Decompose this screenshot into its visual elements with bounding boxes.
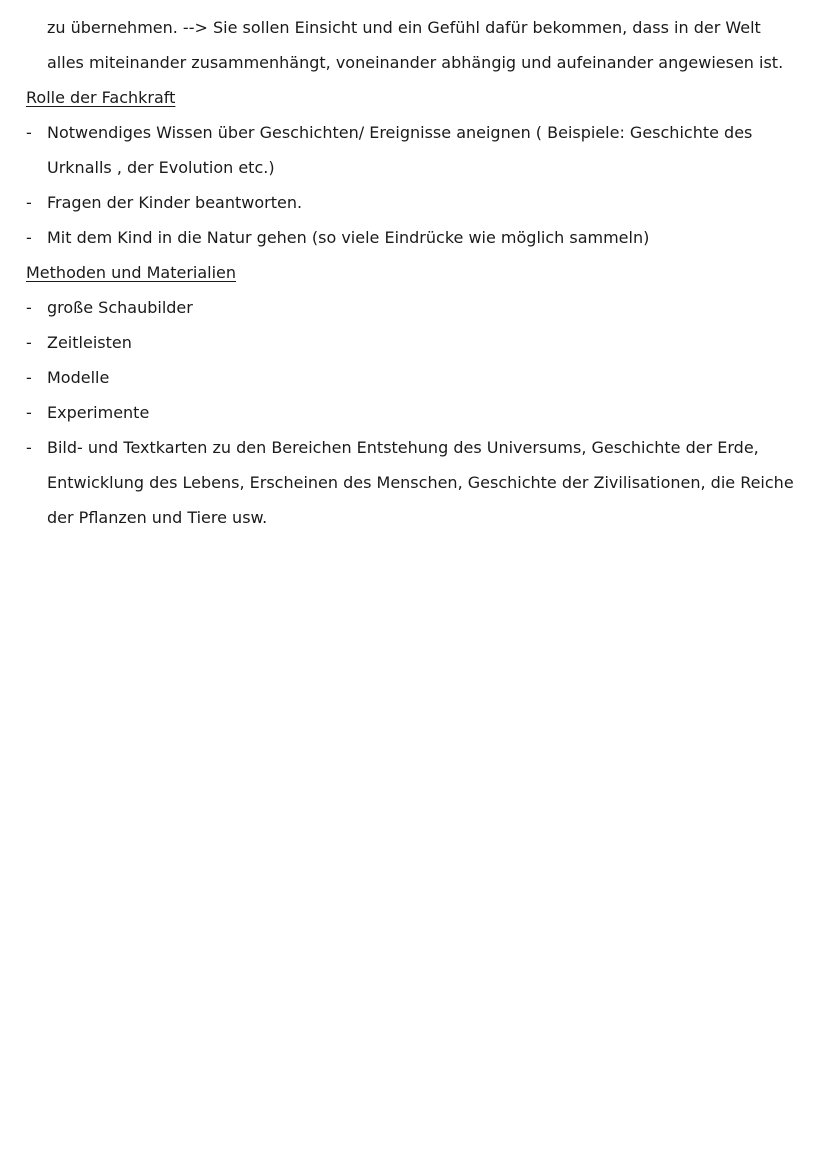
list-item xyxy=(0,395,828,430)
list-item-text: Urknalls , der Evolution etc.) xyxy=(47,158,275,177)
list-item-continuation xyxy=(0,500,828,535)
list-item xyxy=(0,360,828,395)
heading-methoden-und-materialien: Methoden und Materialien xyxy=(26,263,237,282)
intro-text-1: zu übernehmen. --> Sie sollen Einsicht und ein Gefühl dafür bekommen, dass in der Welt xyxy=(47,18,761,37)
list-item-text: Notwendiges Wissen über Geschichten/ Ereignisse aneignen ( Beispiele: Geschichte des xyxy=(47,123,753,142)
bullet-dash: - xyxy=(26,298,32,317)
bullet-dash: - xyxy=(26,193,32,212)
list-item xyxy=(0,220,828,255)
section-heading-methoden xyxy=(0,255,828,290)
list-item-text: Fragen der Kinder beantworten. xyxy=(47,193,303,212)
list-item xyxy=(0,430,828,465)
bullet-dash: - xyxy=(26,368,32,387)
heading-rolle-der-fachkraft: Rolle der Fachkraft xyxy=(26,88,176,107)
list-item xyxy=(0,115,828,150)
section-heading-rolle xyxy=(0,80,828,115)
list-item-text: Mit dem Kind in die Natur gehen (so viele Eindrücke wie möglich sammeln) xyxy=(47,228,650,247)
bullet-dash: - xyxy=(26,228,32,247)
list-item-text: Experimente xyxy=(47,403,150,422)
bullet-dash: - xyxy=(26,403,32,422)
intro-text-2: alles miteinander zusammenhängt, voneinander abhängig und aufeinander angewiesen ist. xyxy=(47,53,784,72)
list-item-text: große Schaubilder xyxy=(47,298,193,317)
list-item-text: der Pflanzen und Tiere usw. xyxy=(47,508,268,527)
bullet-dash: - xyxy=(26,333,32,352)
list-item-text: Bild- und Textkarten zu den Bereichen Entstehung des Universums, Geschichte der Erde, xyxy=(47,438,759,457)
list-item xyxy=(0,325,828,360)
list-item-continuation xyxy=(0,150,828,185)
intro-line xyxy=(0,10,828,45)
list-item-continuation xyxy=(0,465,828,500)
intro-line xyxy=(0,45,828,80)
list-item-text: Zeitleisten xyxy=(47,333,132,352)
bullet-dash: - xyxy=(26,438,32,457)
list-item-text: Modelle xyxy=(47,368,110,387)
bullet-dash: - xyxy=(26,123,32,142)
list-item-text: Entwicklung des Lebens, Erscheinen des Menschen, Geschichte der Zivilisationen, die Reiche xyxy=(47,473,794,492)
list-item xyxy=(0,185,828,220)
list-item xyxy=(0,290,828,325)
